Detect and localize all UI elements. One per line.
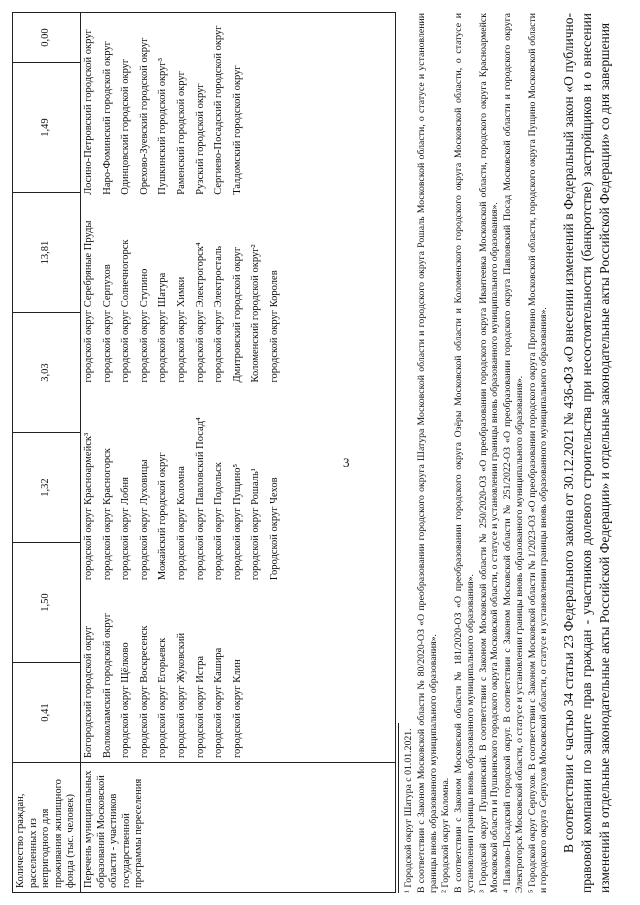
- footnote: ⁵ Городской округ Серпухов. В соответствии с Законом Московской области № 1/2023-ОЗ «О преобразовании городского округа Протвино Московской области, городского округа Пущино Московской области и городского округа Серпухов Московской области, о статусе и установлении границы вновь образованного муниципального образования».: [526, 13, 550, 893]
- municipality-item: городской округ Электрогорск⁴: [194, 242, 206, 383]
- municipality-item: городской округ Серебряные Пруды: [82, 220, 94, 383]
- municipality-item: городской округ Егорьевск: [157, 637, 169, 758]
- footnote: ⁴ Павлово-Посадский городской округ. В соответствии с Законом Московской области № 251/2022-ОЗ «О преобразовании городского округа Павловский Посад Московской области и городского округа Электрогорск Московской области, о статусе и установлении границы вновь образованного муниципального образования».: [502, 13, 525, 893]
- municipality-item: Богородский городской округ: [82, 625, 94, 758]
- table-cell: 1,32: [13, 433, 81, 543]
- municipality-item: городской округ Королев: [268, 270, 280, 383]
- rotated-content: [12, 13, 632, 893]
- municipality-item: городской округ Воскресенск: [138, 625, 150, 758]
- municipality-column: [83, 590, 288, 758]
- table-row-municipalities: [80, 13, 395, 893]
- municipality-item: Городской округ Чехов: [268, 477, 280, 581]
- table-cell: 1,50: [13, 543, 81, 663]
- municipality-item: Талдомский городской округ: [231, 65, 243, 195]
- municipality-item: городской округ Кашира: [213, 647, 225, 758]
- municipality-item: городской округ Лобня: [120, 477, 132, 581]
- row-header-persons: Количество граждан, расселенных из непригодного для проживания жилищного фонда (тыс. человек): [13, 763, 81, 893]
- municipality-item: городской округ Пущино⁵: [231, 463, 243, 581]
- municipality-item: городской округ Ступино: [138, 268, 150, 383]
- municipality-item: городской округ Красноармейск³: [82, 432, 94, 581]
- municipality-column: [83, 393, 288, 581]
- municipality-item: городской округ Истра: [194, 655, 206, 758]
- table-cell: 0,41: [13, 663, 81, 763]
- municipality-item: городской округ Коломна: [175, 466, 187, 581]
- municipality-item: Пушкинский городской округ³: [157, 58, 169, 195]
- municipality-item: городской округ Рошаль¹: [250, 468, 262, 581]
- municipality-item: городской округ Луховицы: [138, 459, 150, 581]
- municipality-item: Сергиево-Посадский городской округ: [213, 25, 225, 195]
- municipality-item: городской округ Солнечногорск: [120, 239, 132, 383]
- footnote-rule: [398, 723, 399, 893]
- municipality-item: городской округ Химки: [175, 276, 187, 383]
- table-cell: 0,00: [13, 13, 81, 63]
- municipality-item: Орехово-Зуевский городской округ: [138, 37, 150, 195]
- municipality-item: городской округ Красногорск: [101, 448, 113, 581]
- municipality-item: Дмитровский городской округ: [231, 246, 243, 383]
- municipality-item: городской округ Щёлково: [120, 642, 132, 758]
- municipality-item: городской округ Подольск: [213, 462, 225, 581]
- municipality-item: Раменский городской округ: [175, 71, 187, 195]
- footnote: В соответствии с Законом Московской области № 181/2020-ОЗ «О преобразовании городского округа Озёры Московской области и Коломенского городского округа Московской области, о статусе и установлении границы вновь образованного муниципального образования».: [453, 13, 476, 893]
- municipality-item: Рузский городской округ: [194, 83, 206, 195]
- municipality-item: Наро-Фоминский городской округ: [101, 41, 113, 195]
- municipality-item: Лосино-Петровский городской округ: [82, 29, 94, 195]
- municipality-item: Можайский городской округ: [157, 452, 169, 581]
- municipality-item: городской округ Жуковский: [175, 632, 187, 758]
- resettlement-table: [12, 12, 396, 893]
- table-cell: 13,81: [13, 193, 81, 313]
- municipality-item: городской округ Серпухов: [101, 264, 113, 383]
- municipality-item: Коломенский городской округ²: [250, 244, 262, 383]
- municipalities-cell: [80, 13, 395, 763]
- municipality-item: городской округ Павловский Посад⁴: [194, 417, 206, 581]
- row-header-municipalities: Перечень муниципальных образований Московской области - участников государственной программы переселения: [80, 763, 395, 893]
- municipality-item: городской округ Клин: [231, 659, 243, 758]
- municipality-column: [83, 17, 288, 195]
- municipality-item: городской округ Шатура: [157, 272, 169, 383]
- footnote: ¹ Городской округ Шатура с 01.01.2021.: [403, 728, 414, 893]
- table-cell: 3,03: [13, 313, 81, 433]
- table-cell: 1,49: [13, 63, 81, 193]
- municipality-column: [83, 205, 288, 383]
- municipality-item: Волоколамский городской округ: [101, 612, 113, 758]
- footnote: ² Городской округ Коломна.: [440, 777, 452, 893]
- body-paragraph: В соответствии с частью 34 статьи 23 Федерального закона от 30.12.2021 № 436-ФЗ «О внесении изменений в Федеральный закон «О публично-правовой компании по защите прав граждан - участников долевого строительства при несостоятельности (банкротстве) застройщиков и о внесении изменений в отдельные законодательные акты Российской Федерации» и отдельные законодательные акты Российской Федерации» со дня завершения: [561, 13, 613, 893]
- footnote: ³ Городской округ Пушкинский. В соответствии с Законом Московской области № 250/2020-ОЗ «О преобразовании городского округа Ивантеевка Московской области, городского округа Красноармейск Московской области и Пушкинского городского округа Московской области, о статусе и установлении границы вновь образованного муниципального образования».: [477, 13, 501, 893]
- footnotes: [398, 13, 551, 893]
- municipality-item: городской округ Электросталь: [213, 246, 225, 383]
- footnote: В соответствии с Законом Московской области № 80/2020-ОЗ «О преобразовании городского округа Шатура Московской области и городского округа Рошаль Московской области, о статусе и установлении границы вновь образованного муниципального образования».: [415, 13, 439, 893]
- municipality-item: Одинцовский городской округ: [120, 58, 132, 195]
- table-row-persons: [13, 13, 81, 893]
- page-number: 3: [343, 455, 350, 470]
